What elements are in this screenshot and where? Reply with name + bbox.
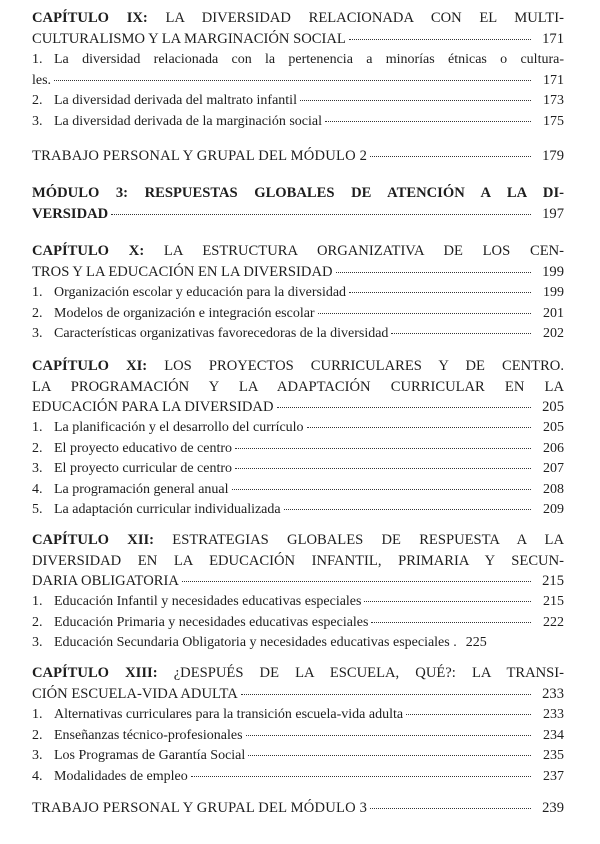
chapter-11: [32, 358, 564, 420]
leader-dots: [284, 509, 531, 510]
entry-page: 239: [542, 800, 564, 816]
chapter-13-title-1: ¿DESPUÉS DE LA ESCUELA, QUÉ?: LA TRANSI-: [157, 665, 565, 681]
entry-number: 4.: [32, 481, 43, 497]
toc-entry: [32, 93, 564, 114]
chapter-12-title-line-3: [32, 573, 564, 594]
entry-number: 3.: [32, 326, 43, 341]
entry-title: La adaptación curricular individualizada: [54, 502, 281, 517]
chapter-11-items: [32, 420, 564, 523]
chapter-11-label: CAPÍTULO XI:: [32, 358, 148, 374]
toc-entry-line: [32, 52, 564, 73]
chapter-12-title-1: ESTRATEGIAS GLOBALES DE RESPUESTA A LA: [154, 532, 564, 548]
chapter-10-title-line-1: [32, 243, 564, 264]
chapter-11-title-line-3: [32, 399, 564, 420]
toc-entry: [32, 769, 564, 790]
entry-title: les.: [32, 72, 52, 88]
chapter-9-title-line-1: [32, 10, 564, 31]
entry-page: 234: [543, 727, 564, 743]
chapter-11-title-2: LA PROGRAMACIÓN Y LA ADAPTACIÓN CURRICULAR EN LA: [32, 378, 564, 395]
chapter-13-title-2: CIÓN ESCUELA-VIDA ADULTA: [32, 685, 238, 702]
chapter-13-page: 233: [542, 685, 564, 702]
chapter-9-items: [32, 52, 564, 134]
entry-number: 1.: [32, 594, 43, 609]
module-3-title-line-1: [32, 185, 564, 206]
entry-title: Organización escolar y educación para la diversidad: [54, 285, 347, 300]
leader-dots: [325, 121, 531, 122]
entry-number: 1.: [32, 420, 43, 435]
entry-title: Los Programas de Garantía Social: [54, 748, 246, 763]
chapter-13-title-line-1: [32, 665, 564, 686]
entry-number: 1.: [32, 707, 43, 722]
entry-title: Enseñanzas técnico-profesionales: [54, 727, 243, 743]
entry-page: 199: [543, 285, 564, 300]
leader-dots: [349, 39, 531, 40]
entry-title: El proyecto curricular de centro: [54, 461, 233, 476]
toc-entry: [32, 420, 564, 441]
toc-entry: [32, 326, 564, 347]
chapter-12-label: CAPÍTULO XII:: [32, 532, 155, 548]
entry-number: 2.: [32, 440, 43, 456]
leader-dots: [370, 156, 531, 157]
entry-page: 222: [543, 614, 564, 630]
entry-title: TRABAJO PERSONAL Y GRUPAL DEL MÓDULO 3: [32, 800, 368, 816]
chapter-9-title-1: LA DIVERSIDAD RELACIONADA CON EL MULTI-: [147, 10, 564, 26]
entry-number: 3.: [32, 748, 43, 763]
entry-title: La programación general anual: [54, 481, 229, 497]
entry-title: Modalidades de empleo: [54, 768, 188, 784]
chapter-13-label: CAPÍTULO XIII:: [32, 665, 158, 681]
entry-page: 207: [543, 461, 564, 476]
entry-page: 202: [543, 326, 564, 341]
chapter-12: [32, 532, 564, 594]
module-3-title-1: MÓDULO 3: RESPUESTAS GLOBALES DE ATENCIÓN A LA DI-: [32, 185, 564, 201]
entry-page: 209: [543, 502, 564, 517]
chapter-13-items: [32, 707, 564, 789]
leader-dots: [246, 735, 531, 736]
entry-title: Educación Secundaria Obligatoria y necesidades educativas especiales .: [54, 635, 457, 650]
leader-dots: [232, 489, 531, 490]
entry-page: 225: [465, 635, 487, 650]
toc-entry: [32, 73, 564, 94]
leader-dots: [248, 755, 531, 756]
leader-dots: [300, 100, 531, 101]
leader-dots: [54, 80, 531, 81]
chapter-12-title-3: DARIA OBLIGATORIA: [32, 573, 179, 589]
toc-entry: [32, 306, 564, 327]
entry-number: 2.: [32, 614, 43, 630]
toc-entry: [32, 594, 564, 615]
leader-dots: [349, 292, 531, 293]
entry-page: 215: [543, 594, 564, 609]
chapter-12-items: [32, 594, 564, 656]
chapter-9-label: CAPÍTULO IX:: [32, 10, 148, 26]
chapter-13-title-line-2: [32, 686, 564, 707]
entry-page: 237: [543, 768, 564, 784]
toc-entry: [32, 441, 564, 462]
chapter-9: [32, 10, 564, 51]
chapter-10-title-1: LA ESTRUCTURA ORGANIZATIVA DE LOS CEN-: [144, 243, 565, 259]
toc-entry: [32, 482, 564, 503]
leader-dots: [364, 601, 531, 602]
entry-title: La planificación y el desarrollo del currículo: [54, 420, 304, 435]
entry-title: TRABAJO PERSONAL Y GRUPAL DEL MÓDULO 2: [32, 148, 368, 164]
leader-dots: [191, 776, 531, 777]
entry-title: Características organizativas favorecedoras de la diversidad: [54, 326, 389, 341]
module-3-title-2: VERSIDAD: [32, 205, 109, 222]
toc-entry: [32, 728, 564, 749]
entry-title: La diversidad relacionada con la pertenencia a minorías étnicas o cultura-: [54, 52, 564, 67]
chapter-9-page: 171: [542, 30, 564, 47]
toc-entry: [32, 635, 564, 656]
toc-entry: [32, 285, 564, 306]
entry-page: 173: [543, 93, 564, 108]
chapter-12-title-line-2: [32, 553, 564, 574]
chapter-9-title-2: CULTURALISMO Y LA MARGINACIÓN SOCIAL: [32, 30, 346, 47]
chapter-11-title-line-2: [32, 379, 564, 400]
chapter-10: [32, 243, 564, 284]
entry-title: La diversidad derivada de la marginación social: [54, 113, 322, 129]
entry-number: 2.: [32, 727, 43, 743]
chapter-12-title-2: DIVERSIDAD EN LA EDUCACIÓN INFANTIL, PRIMARIA Y SECUN-: [32, 552, 564, 569]
entry-title: La diversidad derivada del maltrato infantil: [54, 93, 297, 108]
leader-dots: [241, 694, 531, 695]
toc-entry: [32, 148, 564, 169]
entry-title: El proyecto educativo de centro: [54, 440, 233, 456]
entry-title: Educación Primaria y necesidades educativas especiales: [54, 614, 369, 630]
leader-dots: [182, 581, 531, 582]
entry-number: 2.: [32, 93, 43, 108]
entry-number: 3.: [32, 461, 43, 476]
entry-number: 1.: [32, 285, 43, 300]
leader-dots: [277, 407, 532, 408]
entry-page: 205: [543, 420, 564, 435]
entry-page: 175: [543, 113, 564, 129]
module-2-work: [32, 148, 564, 169]
chapter-10-page: 199: [542, 263, 564, 280]
entry-page: 235: [543, 748, 564, 763]
entry-page: 233: [543, 707, 564, 722]
leader-dots: [318, 313, 531, 314]
leader-dots: [370, 808, 531, 809]
leader-dots: [307, 427, 531, 428]
chapter-10-label: CAPÍTULO X:: [32, 243, 145, 259]
entry-page: 208: [543, 481, 564, 497]
chapter-9-title-line-2: [32, 31, 564, 52]
toc-entry: [32, 615, 564, 636]
chapter-12-title-line-1: [32, 532, 564, 553]
chapter-10-title-line-2: [32, 264, 564, 285]
entry-number: 2.: [32, 305, 43, 321]
chapter-12-page: 215: [542, 573, 564, 589]
chapter-11-page: 205: [542, 399, 564, 415]
entry-number: 3.: [32, 635, 43, 650]
toc-entry: [32, 461, 564, 482]
leader-dots: [336, 272, 531, 273]
toc-entry: [32, 707, 564, 728]
entry-page: 179: [542, 148, 564, 164]
module-3-work: [32, 800, 564, 821]
entry-number: 4.: [32, 768, 43, 784]
leader-dots: [235, 448, 531, 449]
toc-entry: [32, 800, 564, 821]
chapter-11-title-line-1: [32, 358, 564, 379]
chapter-10-title-2: TROS Y LA EDUCACIÓN EN LA DIVERSIDAD: [32, 263, 333, 280]
leader-dots: [235, 468, 531, 469]
leader-dots: [371, 622, 531, 623]
toc-entry: [32, 114, 564, 135]
entry-page: 201: [543, 305, 564, 321]
module-3: [32, 185, 564, 226]
entry-page: 171: [543, 72, 564, 88]
toc-entry: [32, 748, 564, 769]
chapter-11-title-1: LOS PROYECTOS CURRICULARES Y DE CENTRO.: [147, 358, 564, 374]
entry-page: 206: [543, 440, 564, 456]
leader-dots: [111, 214, 531, 215]
chapter-10-items: [32, 285, 564, 347]
entry-title: Educación Infantil y necesidades educativas especiales: [54, 594, 362, 609]
chapter-13: [32, 665, 564, 706]
entry-title: Modelos de organización e integración escolar: [54, 305, 315, 321]
leader-dots: [406, 714, 531, 715]
chapter-11-title-3: EDUCACIÓN PARA LA DIVERSIDAD: [32, 399, 274, 415]
module-3-title-line-2: [32, 206, 564, 227]
entry-title: Alternativas curriculares para la transición escuela-vida adulta: [54, 707, 404, 722]
toc-entry: [32, 502, 564, 523]
entry-number: 3.: [32, 113, 43, 129]
entry-number: 1.: [32, 52, 43, 67]
leader-dots: [391, 333, 531, 334]
entry-number: 5.: [32, 502, 43, 517]
module-3-page: 197: [542, 205, 564, 222]
